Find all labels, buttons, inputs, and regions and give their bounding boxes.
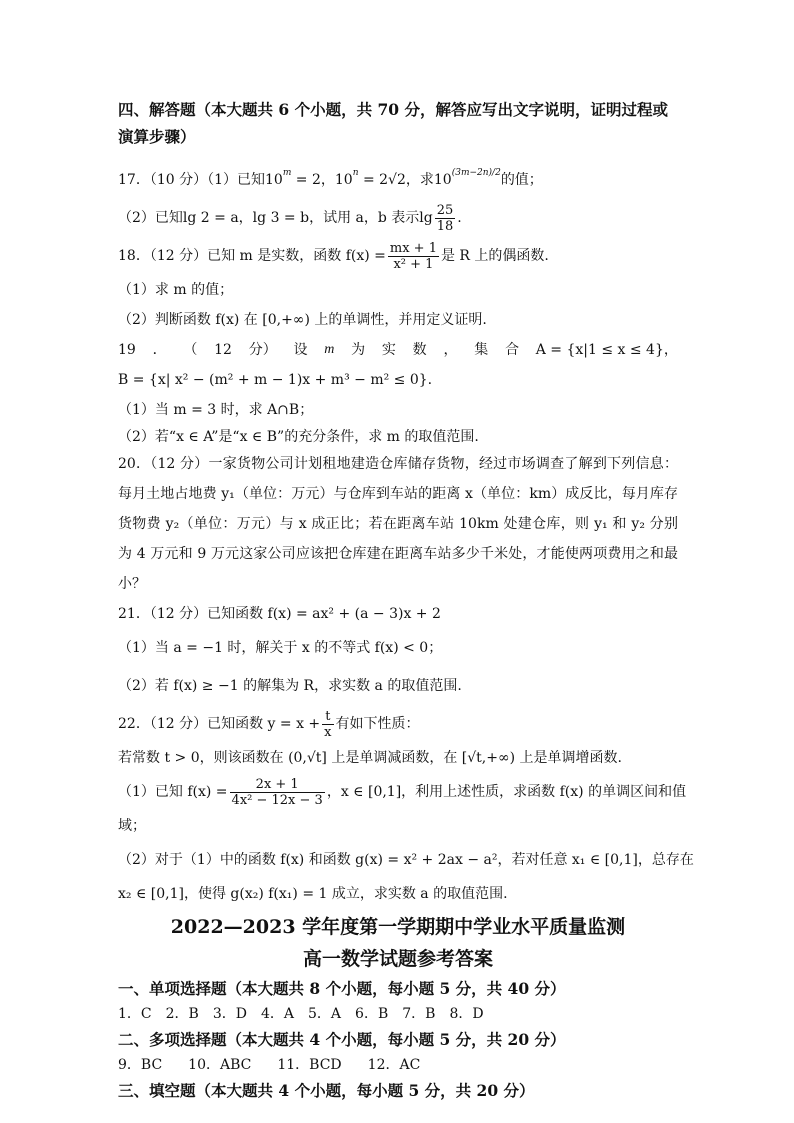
q22-part1-cont: 域； [118,818,146,834]
q18-part2: （2）判断函数 f(x) 在 [0,+∞) 上的单调性，并用定义证明. [118,312,487,328]
answer-section-1: 一、单项选择题（本大题共 8 个小题，每小题 5 分，共 40 分） [118,979,566,998]
q18-part1: （1）求 m 的值； [118,282,234,298]
q18-fraction: $\frac{mx + 1}{\text{x² + 1}}$ [389,240,437,272]
q19-part2: （2）若“x ∈ A”是“x ∈ B”的充分条件，求 m 的取值范围. [118,429,479,445]
q22-property: 若常数 t > 0，则该函数在 (0,√t] 上是单调减函数，在 [√t,+∞) 上是单调增函数. [118,750,623,766]
q22-stem: 22．（12 分）已知函数 y = x + $\frac{t}{x}$ 有如下性质： [118,708,420,740]
q17-part2: （2）已知lg 2 = a，lg 3 = b，试用 a，b 表示lg $\frac{25}{18}$ . [118,202,462,234]
answer-section-3: 三、填空题（本大题共 4 个小题，每小题 5 分，共 20 分） [118,1081,535,1100]
answer-title-1: 2022—2023 学年度第一学期期中学业水平质量监测 [170,916,626,938]
q22-part1-fraction: $\frac{2x + 1}{\text{4x² − 12x − 3}}$ [231,776,323,808]
answer-section-1-items: 1．C 2．B 3．D 4．A 5．A 6．B 7．B 8．D [118,1006,484,1022]
answer-section-2: 二、多项选择题（本大题共 4 个小题，每小题 5 分，共 20 分） [118,1030,566,1049]
answer-title-2: 高一数学试题参考答案 [302,948,493,970]
q17-part1: 17．（10 分）（1）已知$10^m = 2$，$10^n = 2√2$，求$10^{(3m-2n)/2}$的值； [118,168,543,188]
q22-part1: （1）已知 f(x) = $\frac{2x + 1}{\text{4x² − 12x − 3}}$ ，x ∈ [0,1]，利用上述性质，求函数 f(x) 的单调区间和值 [118,776,687,808]
q21-stem: 21．（12 分）已知函数 f(x) = ax² + (a − 3)x + 2 [118,606,441,622]
answer-section-2-items: 9．BC 10．ABC 11．BCD 12．AC [118,1057,421,1073]
q18-stem: 18．（12 分）已知 m 是实数，函数 f(x) = $\frac{mx + 1}{\text{x² + 1}}$ 是 R 上的偶函数. [118,240,549,272]
q17-fraction: $\frac{25}{18}$ [436,202,454,234]
q19-set-b: B = {x| x² − (m² + m − 1)x + m³ − m² ≤ 0}. [118,372,433,388]
q21-part1: （1）当 a = −1 时，解关于 x 的不等式 f(x) < 0； [118,640,443,656]
section-4-heading: 四、解答题（本大题共 6 个小题，共 70 分，解答应写出文字说明，证明过程或 演算步骤） [118,100,668,146]
q17-exponent: (3m−2n)/2 [451,168,501,178]
q21-part2: （2）若 f(x) ≥ −1 的解集为 R，求实数 a 的取值范围. [118,678,462,694]
q19-stem: 19 ． （ 12 分） 设 m 为 实 数 ， 集 合 A = {x|1 ≤ x ≤ 4}， [118,342,678,358]
exam-page [118,96,694,1104]
q22-fraction: $\frac{t}{x}$ [324,708,332,740]
q22-part2-cont: x₂ ∈ [0,1]，使得 g(x₂) f(x₁) = 1 成立，求实数 a 的取值范围. [118,886,508,902]
q20-text: 20．（12 分）一家货物公司计划租地建造仓库储存货物，经过市场调查了解到下列信息：每月土地占地费 y₁（单位：万元）与仓库到车站的距离 x（单位：km）成反比，每月库存货物费 y₂（单位：万元）与 x 成正比；若在距离车站 10km 处建仓库，则 y₁ 和 y₂ 分别为 4 万元和 9 万元这家公司应该把仓库建在距离车站多少千米处，才能使两项费用之和最小？ [118,456,678,592]
q22-part2: （2）对于（1）中的函数 f(x) 和函数 g(x) = x² + 2ax − a²，若对任意 x₁ ∈ [0,1]，总存在 [118,852,694,868]
q19-part1: （1）当 m = 3 时，求 A∩B； [118,402,314,418]
